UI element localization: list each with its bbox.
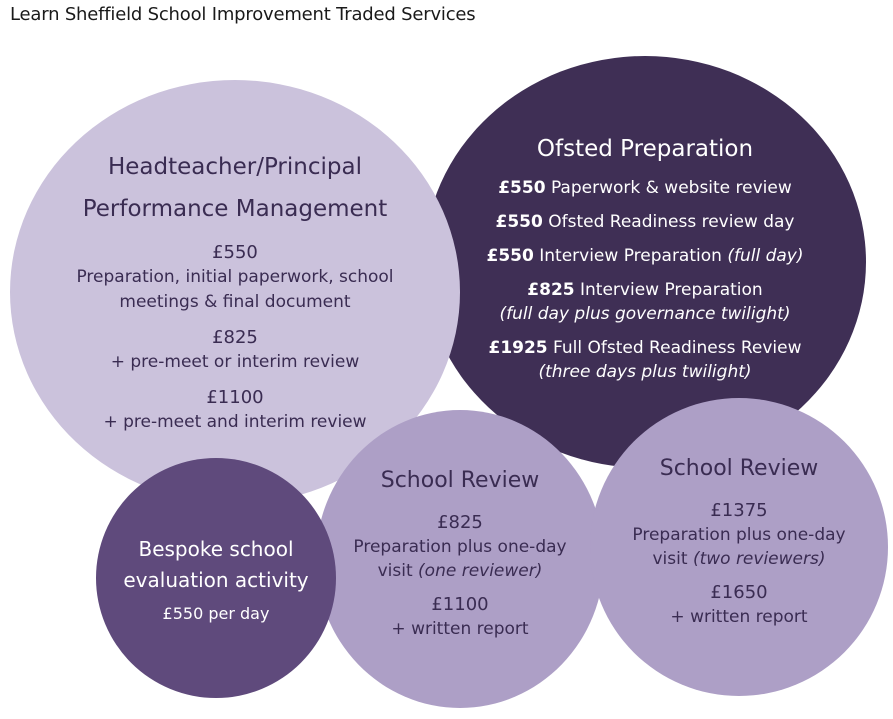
school-review-option <box>670 581 807 629</box>
bespoke-heading-line2: evaluation activity <box>123 567 309 592</box>
headteacher-option <box>76 240 393 315</box>
ofsted-item <box>498 176 792 200</box>
headteacher-option-line1: + pre-meet or interim review <box>110 351 360 372</box>
ofsted-item-text: Interview Preparation <box>539 246 722 266</box>
school-review-line: visit <box>652 548 688 569</box>
ofsted-heading: Ofsted Preparation <box>536 136 754 162</box>
headteacher-option-line1: Preparation, initial paperwork, school <box>76 266 394 287</box>
ofsted-item <box>500 278 791 326</box>
ofsted-item-text: Paperwork & website review <box>550 178 792 198</box>
school-review-option <box>353 511 566 583</box>
ofsted-item <box>488 336 801 384</box>
ofsted-item-price: £550 <box>498 178 546 198</box>
headteacher-heading-line1: Headteacher/Principal <box>107 153 362 180</box>
bespoke-heading-line1: Bespoke school <box>138 536 294 561</box>
school-review-heading: School Review <box>659 455 819 481</box>
school-review-price: £1375 <box>710 499 768 521</box>
ofsted-item-note: (full day plus governance twilight) <box>499 304 791 324</box>
headteacher-option-line1: + pre-meet and interim review <box>103 411 367 432</box>
ofsted-item <box>487 244 804 268</box>
school-review-heading: School Review <box>380 467 540 493</box>
ofsted-preparation-circle <box>424 56 866 468</box>
school-review-line: + written report <box>391 618 529 639</box>
school-review-line: visit <box>377 560 413 581</box>
ofsted-item-text: Ofsted Readiness review day <box>548 212 795 232</box>
ofsted-item-note: (three days plus twilight) <box>538 362 752 382</box>
school-review-one-reviewer-circle <box>316 410 604 708</box>
ofsted-item <box>496 210 795 234</box>
headteacher-option-price: £825 <box>212 326 258 348</box>
school-review-option <box>632 499 845 571</box>
headteacher-option-line2: meetings & final document <box>119 291 351 312</box>
ofsted-item-note: (full day) <box>727 246 804 266</box>
school-review-line: Preparation plus one-day <box>353 536 567 557</box>
bespoke-price: £550 per day <box>162 603 270 623</box>
page-title: Learn Sheffield School Improvement Traded Services <box>10 4 476 25</box>
ofsted-item-price: £1925 <box>488 338 548 358</box>
school-review-line: + written report <box>670 606 808 627</box>
school-review-line: Preparation plus one-day <box>632 524 846 545</box>
school-review-price: £825 <box>437 511 483 533</box>
headteacher-option <box>103 385 366 435</box>
headteacher-option-price: £550 <box>212 241 258 263</box>
headteacher-option <box>111 325 360 375</box>
school-review-price: £1650 <box>710 581 768 603</box>
school-review-note: (two reviewers) <box>692 548 826 569</box>
school-review-two-reviewers-circle <box>590 398 888 696</box>
headteacher-heading-line2: Performance Management <box>82 195 388 222</box>
bespoke-heading <box>123 534 308 596</box>
headteacher-option-price: £1100 <box>206 386 264 408</box>
school-review-option <box>391 593 528 641</box>
bespoke-evaluation-circle <box>96 458 336 698</box>
school-review-note: (one reviewer) <box>418 560 543 581</box>
ofsted-item-price: £550 <box>486 246 534 266</box>
ofsted-item-price: £550 <box>495 212 543 232</box>
ofsted-item-price: £825 <box>527 280 575 300</box>
headteacher-heading <box>83 146 388 230</box>
ofsted-item-text: Interview Preparation <box>580 280 763 300</box>
school-review-price: £1100 <box>431 593 489 615</box>
ofsted-item-text: Full Ofsted Readiness Review <box>553 338 802 358</box>
